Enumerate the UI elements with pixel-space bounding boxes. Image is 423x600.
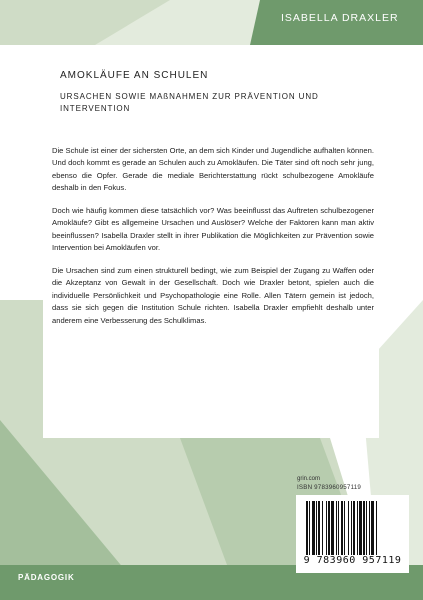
barcode-digits: 9 783960 957119 (303, 555, 402, 566)
category-label: PÄDAGOGIK (18, 573, 75, 582)
isbn-number: ISBN 9783960957119 (297, 484, 362, 491)
book-subtitle: URSACHEN SOWIE MAßNAHMEN ZUR PRÄVENTION UND INTERVENTION (60, 92, 319, 113)
publisher-url: grin.com (297, 476, 321, 482)
blurb-paragraph-1: Die Schule ist einer der sichersten Orte, an dem sich Kinder und Jugendliche aufhalten können. Und doch kommt es gerade an Schulen auch zu Amokläufen. Die Täter sind oft noch sehr jung, ebenso die Opfer. Gerade die mediale Berichterstattung rückt schulbezogene Amokläufe deshalb in den Fokus. (52, 146, 374, 193)
barcode-bars (306, 501, 399, 555)
barcode (296, 495, 409, 573)
author-name: ISABELLA DRAXLER (281, 12, 399, 24)
blurb-paragraph-2: Doch wie häufig kommen diese tatsächlich vor? Was beeinflusst das Auftreten schulbezogener Amokläufe? Gibt es allgemeine Ursachen und Auslöser? Welche der Faktoren kann man aktiv beeinflussen? Isabella Draxler stellt in ihrer Publikation die Möglichkeiten zur Prävention sowie Intervention bei Amokläufen vor. (52, 206, 374, 253)
book-title: AMOKLÄUFE AN SCHULEN (60, 70, 209, 81)
blurb-paragraph-3: Die Ursachen sind zum einen strukturell bedingt, wie zum Beispiel der Zugang zu Waffen oder die Akzeptanz von Gewalt in der Gesellschaft. Doch wie Draxler betont, spielen auch die individuelle Persönlichkeit und Psychopathologie eine Rolle. Allen Tätern gemein ist jedoch, dass sie sich gegen die Institution Schule richten. Isabella Draxler empfiehlt deshalb unter anderem eine Verbesserung des Schulklimas. (52, 266, 374, 325)
